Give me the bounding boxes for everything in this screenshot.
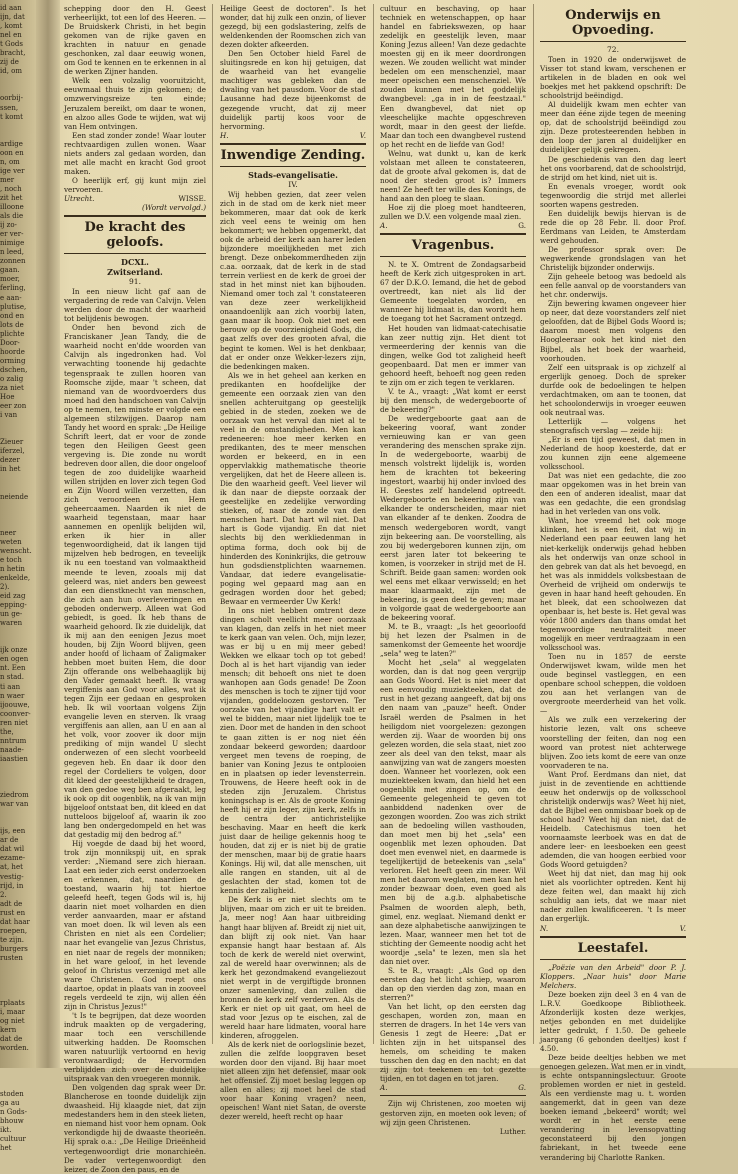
fragment-line: neer [0, 528, 17, 537]
signature-initial: V. [679, 923, 686, 933]
paragraph: Den volgenden dag sprak weer Dr. Blancherose en toonde duidelijk zijn dwaasheid. Hij klaagde niet, dat zijn medestanders hem in den steek lieten, en niemand hist voor hem opnam. Ook verkondigde hij de dwaaste theorieën. Hij sprak o.a.: „De Heilige Drieënheid vertegenwoordigt drie monarchieën. De vader vertegenwoordigt den keizer, de Zoon den paus, en de [64, 1083, 206, 1174]
fragment-line: eer zon [0, 402, 27, 411]
column-prev-page [0, 4, 35, 1153]
column-1 [64, 4, 206, 1174]
section-divider [540, 936, 686, 938]
fragment-line [0, 483, 35, 492]
fragment-line: n stad. [0, 673, 25, 682]
section-title: Vragenbus. [411, 238, 495, 254]
paragraph: S. te R., vraagt: „Als God op den eersten dag het licht schiep, waarom dan op den vierden dag zon, maan en sterren?" [380, 965, 526, 1002]
section-divider [64, 215, 206, 217]
fragment-line: weten [0, 537, 22, 546]
fragment-line [0, 511, 35, 520]
paragraph: Een duidelijk bewijs hiervan is de rede die op 28 Febr. ll. door Prof. Eerdmans van Leiden, te Amsterdam werd gehouden. [540, 208, 686, 245]
fragment-line: eid zag [0, 592, 26, 601]
paragraph: Als we in het geheel aan kerken en predikanten en hoofdelijke der gemeente een oorzaak zien van den snellen achteruitgang op geestelijk gebied in de steden, zoeken we de oorzaak van het verval dan niet al te veel in de omstandigheden. Men kan redeneeren: hoe meer kerken en predikanten, des te meer menschen worden er bekeerd, en in een oppervlakkig mathematische theorie vergelijken, dat het de Heere alleen is. Die den waarheid geeft. Veel liever wil ik dan naar de diepste oorzaak der geestelijke en zedelijke verwording stieken, of, naar de zonde van den menschen hart. Dat hart wil niet. Dat hart is Gode vijandig. En dat niet slechts bij den werkliedenman in optima forma, doch ook bij de hinderden des Koninkrijks, die getrouw hun godsdienstplichten waarnemen. Vandaar, dat iedere evangelisatie-poging wel gepaard mag aan en gedragen worden door het gebed; Bewaar en vermeerder Uw Kerk! [220, 370, 366, 606]
fragment-line: en ogen [0, 655, 29, 664]
fragment-line [0, 131, 35, 140]
fragment-line: id, om [0, 67, 23, 76]
fragment-line: un ge- [0, 610, 23, 619]
fragment-line: ren niet [0, 718, 28, 727]
fragment-line: plutise, [0, 302, 27, 311]
paragraph: Onder hen bevond zich de Franciskaner Jean Tandy, die de waarheid nocht en'dde woorden van Calvijn als ingedronken had. Vol verwachting toonende hij gedachte tegenspraak te zullen hooren van Roomsche zijde, maar 't scheen, dat niemand van de woordvoerders dus moed had den handschoen van Calvijn op te nemen, ten minste er volgde een algemeen stilzwijgen. Daarop nam Tandy het woord en sprak: „De Heilige Schrift leert, dat er voor de zonde tegen den Heiligen Geest geen vergeving is. Die zonde nu wordt bedreven door allen, die door ongeloof tegen de zoo duidelijke waarheid willen strijden en lover zich tegen God en Zijn Woord willen verzetten, dan zich veroordeen en Hem geheercaamen. Naarden ik niet de waarheid tegenstaan, maar haar aannemen en openlijk belijden wil, erken ik hier in aller tegenwoordigheid, dat ik langen tijd mijzelven heb bedrogen, en teveelijk ik nu een toestand van volmaaktheid meende te leven, zooals mij dat geleerd was, niet anders ben geweest dan een dienstknecht van menschen, die zich aan hun overleveringen en geboden onderwerp. Alleen wat God gebiedt, is goed. Ik heb thans de waarheid gehoord. Ik zie duidelijk, dat ik mij aan den eenigen Jezus moet houden, bij Zijn Woord blijven, geen ander hoofd of lichaam of Zaligmaker hebben moet buiten Hem, die door Zijn offerande ons welbehaaglijk bij den Vader gemaakt heeft. Ik vraag vergiffenis aan God voor alles, wat ik tegen Zijn eer gedaan en gesproken heb. Ik wil voortaan volgens Zijn evangelie leven en sterven. Ik vraag vergiffenis aan allen, aan U en aan al het volk, voor zoover ik door mijn prediking of mijn wandel U slecht onderwezen of een slecht voorbeeld gegeven heb. En daar ik door den regel der Cordeliers te volgen, door dit kleed der geestelijkheid te dragen, van den gedoe weg ben afgeraakt, leg ik ook op dit oogenblik, na ik van mijn bijgeloof ontstaat ben, dit kleed en dat nutteloos bijgeloof af, waarin ik zoo lang ben ondergedompeld en het was dat gestadig mij den bedrog af." [64, 323, 206, 839]
fragment-line: ige ver [0, 166, 25, 175]
fragment-line: ezame- [0, 854, 26, 863]
paragraph: Al duidelijk kwam men echter van meer dan ééne zijde tegen de meening op, dat de schoolstrijd beëindigd zou zijn. Deze protesteerenden hebben in den loop der jaren al duidelijker en duidelijker gelijk gekregen. [540, 100, 686, 155]
fragment-line: lots de [0, 320, 24, 329]
paragraph: De geschiedenis van den dag leert het ons voorbarend, dat de schoolstrijd, de strijd om het kind, niet uit is. [540, 154, 686, 182]
fragment-line: nel en [0, 31, 22, 40]
fragment-line: worden. [0, 1044, 29, 1053]
fragment-line: Hoe [0, 393, 15, 402]
fragment-line: t Gods [0, 40, 23, 49]
fragment-line: id aan [0, 4, 22, 12]
fragment-line [0, 502, 35, 511]
fragment-line: 2. [0, 890, 7, 899]
fragment-line [0, 429, 35, 438]
fragment-line: ijk onze [0, 646, 28, 655]
paragraph: Deze boeken zijn deel 3 en 4 van de L.R.V. Goedkoope Bibliotheek. Afzonderlijk kosten deze werkjes, netjes gebonden en met duidelijke letter gedrukt, f 1.50. De geheele jaargang (6 gebonden deeltjes) kost f 4.50. [540, 989, 686, 1053]
fragment-line: i, maar [0, 1008, 26, 1017]
fragment-line: e toch [0, 555, 22, 564]
fragment-line: ssen, [0, 103, 19, 112]
fragment-line: nimige [0, 239, 25, 248]
fragment-line: n Gods- [0, 1107, 27, 1116]
fragment-line: Zieuer [0, 438, 24, 447]
article-number: 72. [607, 45, 619, 54]
fragment-line: ti aan [0, 682, 21, 691]
fragment-line: i van [0, 411, 18, 420]
paragraph: Een stad zonder zonde! Waar louter rechtvaardigen zullen wonen. Waar niets anders zal gedaan worden, dan met alle macht en kracht God groot maken. [64, 130, 206, 176]
fragment-line: oon en [0, 148, 24, 157]
signature-initial: G. [518, 1083, 526, 1093]
paragraph: V. te A., vraagt: „Wat komt er eerst bij den mensch, de wedergeboorte of de bekeering?" [380, 386, 526, 414]
fragment-line [0, 990, 35, 999]
paragraph: Van het licht, op den eersten dag geschapen, worden zon, maan en sterren de dragers. In het 14e vers van Genesis 1 zegt de Heere: „Dat er lichten zijn in het uitspansel des hemels, om scheiding te maken tusschen den dag en den nacht; en dat zij zijn tot teekenen en tot gezette tijden, en tot dagen en tot jaren. [380, 1002, 526, 1084]
fragment-line: ga au [0, 1098, 20, 1107]
fragment-line: rust en [0, 908, 26, 917]
fragment-line: , noch [0, 184, 22, 193]
fragment-line: rijd, in [0, 881, 24, 890]
fragment-line: , komt [0, 22, 23, 31]
signature [64, 194, 206, 203]
fragment-line: plichte [0, 329, 25, 338]
signature [220, 131, 366, 140]
fragment-line: vestig- [0, 872, 24, 881]
fragment-line: dat wil [0, 845, 25, 854]
fragment-line: ij zo- [0, 221, 17, 230]
fragment-line [0, 818, 35, 827]
fragment-line: ziedrom [0, 791, 29, 800]
fragment-line: orming [0, 356, 26, 365]
fragment-line: rplaats [0, 999, 25, 1008]
fragment-line: og niet [0, 1017, 25, 1026]
fragment-line: stoden [0, 1089, 24, 1098]
fragment-line [0, 963, 35, 972]
fragment-line: iaastien [0, 754, 28, 763]
fragment-line: n, om [0, 157, 20, 166]
signature [380, 221, 526, 230]
section-divider [64, 253, 206, 254]
paragraph: Want Prof. Eerdmans dan niet, dat juist in de zeventiende en achttiende eeuw het onderwijs op de volksschool christelijk onderwijs was? Weet hij niet, dat de Bijbel een onmisbaar boek op de school had? Weet hij dan niet, dat de Heidelb. Catechismus toen het voornaamste leerboek was en dat de andere leer- en leesboeken een geest ademden, die van hoogen eerbied voor Gods Woord getuigden? [540, 769, 686, 870]
fragment-line: t komt [0, 112, 23, 121]
paragraph: cultuur en beschaving, op haar techniek en wetenschappen, op haar handel en fabriekswezen, op haar zedelijk en geestelijk leven, maar Koning Jezus alleen! Van deze gedachte moesten gij en ik meer doordrongen wezen. We zouden wellicht wat minder bedelen om een menschenziel, maar meer opeischen een menschenziel. We zouden kunnen met het goddelijk dwangbevel: „ga in in de feestzaal." Een dwangbevel, dat niet op vleeschelijke machte opgeschreven wordt, maar in den geest der liefde. Maar dan toch een dwangbevel rustend op het recht en de liefde van God! [380, 4, 526, 149]
fragment-line: rusten [0, 953, 23, 962]
subheading: Stads-evangelisatie. [248, 169, 338, 180]
paragraph: Weet hij dat niet, dan mag hij ook niet als voorlichter optreden. Kent hij deze feiten wel, dan maakt hij zich schuldig aan iets, dat we maar niet nader zullen kwalificeeren. 't Is meer dan ergerlijk. [540, 869, 686, 924]
paragraph: Als we zulk een verzekering der historie lezen, valt ons scheeve voorstelling der feiten, dan nog een woord van protest niet achterwege blijven. Zoo iets komt de eere van onze voorvaderen te na. [540, 715, 686, 770]
paragraph: M. te B., vraagt: „Is het geoorloofd bij het lezen der Psalmen in de samenkomst der Gemeente het woordje „sela" weg te laten?" [380, 622, 526, 659]
paragraph: N. te X. Omtrent de Zondagsarbeid heeft de Kerk zich uitgesproken in art. 67 der D.K.O. Iemand, die het de gebod overtreedt, kan niet als lid der Gemeente toegelaten worden, en wanneer hij lidmaat is, dan wordt hem de toegang tot het Sacrament ontzegd. [380, 260, 526, 324]
fragment-line: er ver- [0, 230, 24, 239]
signature-initial: V. [359, 130, 366, 140]
fragment-line: hoorde [0, 347, 25, 356]
fragment-line: bhouw [0, 1116, 24, 1125]
paragraph: Als de kerk niet de oorlogslinie bezet, zullen die zelfde loopgraven beset worden door den vijand. Bij haar moet niet alleen zijn het defensief, maar ook het offensief. Zij moet beslag leggen op allen en alles; zij moet heel de stad voor haar Koning vragen? neen, opeischen! Want niet Satan, de overste dezer wereld, heeft recht op haar [220, 1040, 366, 1122]
fragment-line: coonver- [0, 709, 31, 718]
fragment-line: at, het [0, 863, 23, 872]
fragment-line [0, 981, 35, 990]
quote: Zijn wij Christenen, zoo moeten wij gestorven zijn, en moeten ook leven; of wij zijn geen Christenen. [380, 1099, 526, 1127]
fragment-line [0, 474, 35, 483]
signature-initial: A. [380, 1083, 388, 1093]
fragment-line: ferling, [0, 284, 26, 293]
fragment-line: war van [0, 800, 29, 809]
paragraph: „Er is een tijd geweest, dat men in Nederland de hoop koesterde, dat er zou kunnen zijn eene algemeene volksschool. [540, 434, 686, 472]
column-rule [212, 4, 213, 1044]
paragraph: Want, hoe vreemd het ook moge klinken, het is een feit, dat wij in Nederland een paar eeuwen lang het niet-kerkelijk onderwijs gehad hebben als het onderwijs van onze school in den gebrek van dat als het bevoegd, en het was als inmiddels volksbestaan de Overheid de vrijheid om onderwijs te geven in haar hand heeft gehouden. En het bleek, dat een schoolwezen dat openbaar is, het beste is. Het geval was vóór 1800 anders dan thans omdat het tegenwoordige neutraliteit meer mogelijk en meer verdraagzaam in een volksschool was. [540, 516, 686, 653]
paragraph: In een nieuw licht gaf aan de vergadering de rede van Calvijn. Velen werden door de macht der waarheid tot belijdenis bewogen. [64, 287, 206, 324]
fragment-line: dat de [0, 1035, 23, 1044]
fragment-line: adt de [0, 899, 23, 908]
section-title: Leestafel. [577, 940, 649, 956]
fragment-line: in het [0, 465, 21, 474]
fragment-line: burgers [0, 944, 28, 953]
fragment-line: the, [0, 727, 14, 736]
fragment-line: za niet [0, 383, 24, 392]
section-divider [540, 959, 686, 960]
signature [540, 924, 686, 933]
fragment-line: wenscht. [0, 546, 32, 555]
fragment-line: zonnen [0, 257, 26, 266]
section-divider [380, 1095, 526, 1096]
fragment-line: als die [0, 212, 24, 221]
fragment-line: te zijn. [0, 935, 25, 944]
signature-author: G. [518, 221, 526, 231]
fragment-line: roepen, [0, 926, 28, 935]
paragraph: Toen in 1920 de onderwijswet de Visser tot stand kwam, verschenen er artikelen in de bladen en ook wel boekjes met het pakkend opschrift: De schoolstrijd beëindigd. [540, 55, 686, 101]
fragment-line: dat haar [0, 917, 30, 926]
fragment-line: ijn, dat [0, 13, 25, 22]
section-title: Onderwijs en Opvoeding. [565, 8, 661, 38]
paragraph: Welnu, wat dunkt u, kan de kerk volstaan met alleen te constateeren, dat de groote afval gekomen is, dat de nood der steden groot is? Immers neen! Ze heeft ter wille des Konings, de hand aan den ploeg te slaan. [380, 148, 526, 203]
fragment-line [0, 420, 35, 429]
fragment-line [0, 85, 35, 94]
fragment-line [0, 637, 35, 646]
paragraph: schepping door den H. Geest verheerlijkt, tot een lof des Heeren. — De Bruidskerk Christi, in het begin gekomen van de rijke gaven en krachten in natuur en genade geschonken, zal daar eeuwig wonen, om God te kennen en te erkennen in al de werken Zijner handen. [64, 4, 206, 77]
paragraph: Het houden van lidmaat-catechisatie kan zeer nuttig zijn. Het dient tot vermeerdering der kennis van die dingen, welke God tot zaligheid heeft geopenbaard. Dat men er immer van gehoord heeft, behoeft nog geen reden te zijn om er zich tegen te verklaren. [380, 323, 526, 387]
fragment-line: dezer [0, 456, 20, 465]
fragment-line: iferzel, [0, 447, 25, 456]
paragraph: Deze beide deeltjes hebben we met genoegen gelezen. Wat men er in vindt, is echte ontspanningslectuur. Groote problemen worden er niet in gesteld. Als een verdienste mag u. t. worden aangemerkt, dat in geen van deze boeken iemand „bekeerd" wordt; wel wordt er in het eerste eene verandering in levensopvatting geconstateerd bij den jongen fabriekant, in het tweede eene verandering bij Charlotte Ranken. [540, 1053, 686, 1162]
section-divider [380, 233, 526, 235]
fragment-line: oorbij- [0, 94, 24, 103]
fragment-line: ond en [0, 311, 25, 320]
fragment-line [0, 782, 35, 791]
column-rule [533, 4, 534, 1044]
section-divider [220, 166, 366, 167]
fragment-line: n waer [0, 691, 25, 700]
fragment-line [0, 1062, 35, 1071]
page-gutter [36, 0, 60, 1068]
paragraph: Hij voegde de daad bij het woord, trok zijn monnikspij uit, en sprak verder: „Niemand sere zich hieraan. Laat een ieder zich eerst onderzoeken en erkennen, dat, naardien de toestand, waarin hij tot hiertoe geleefd heeft, tegen Gods wil is, hij daarin niet moet volharden en dien verder aanvaarden, maar er afstand van moet doen. Ik wil leven als een Christen en niet als een Cordelier; naar het evangelie van Jezus Christus, en niet naar de regels der monniken; in het ware geloof, in het levende geloof in Christus verzenigd met alle ware Christenen. God roept ons daartoe, opdat in plaats van in zooveel regels verdeeld te zijn, wij allen één zijn in Christus Jezus!" [64, 838, 206, 1011]
fragment-line [0, 972, 35, 981]
column-4 [540, 4, 686, 1162]
fragment-line: het [0, 1143, 12, 1152]
paragraph: Wij hebben gezien, dat zeer velen zich in de stad om de kerk niet meer bekommeren, maar dat ook de kerk zich veel eens te weinig om hen bekommert; we hebben opgemerkt, dat ook de arbeid der kerk aan harer leden bijzondere moeilijkheden met zich brengt. Deze onbekommerdheden zijn c.aa. oorzaak, dat de kerk in de stad terrein verliest en de kerk de groei der stad in het minst niet kan bijhouden. Niemand omer toch zal 't constateeren van deze zeer werkelijkheid onaandoenlijk aan zich voorbij laten, gaan maar ik hoop. Ook niet met een berouw op de voorzienigheid Gods, die gaat zelfs over des grooten afval, die begint te komen. Wel is het denkbaar, dat er onder onze Wekker-lezers zijn, die bedenkingen maken. [220, 189, 366, 371]
fragment-line [0, 628, 35, 637]
subheading: Zwitserland. [107, 267, 163, 278]
section-divider [540, 41, 686, 42]
paragraph: 't Is te begrijpen, dat deze woorden indruk maakten op de vergadering, maar toch een verschillende uitwerking hadden. De Roomschen waren natuurlijk vertoornd en hevig verontwaardigd; de Hervormden verblijdden zich over de duidelijke uitspraak van den vroegeren monnik. [64, 1010, 206, 1084]
fragment-line [0, 76, 35, 85]
fragment-line [0, 1081, 35, 1090]
fragment-line: ijoouwe, [0, 700, 30, 709]
fragment-line: ar de [0, 836, 19, 845]
signature-initial: H. [220, 130, 229, 140]
fragment-line: dschen, [0, 365, 28, 374]
fragment-line: waren [0, 619, 23, 628]
fragment-line: n hetin [0, 564, 25, 573]
fragment-line: illoone [0, 203, 24, 212]
fragment-line [0, 764, 35, 773]
fragment-line: neiende [0, 492, 29, 501]
section-divider [220, 143, 366, 145]
fragment-line [0, 773, 35, 782]
fragment-line: ijs, een [0, 827, 26, 836]
fragment-line: zij de [0, 58, 19, 67]
fragment-line: mer [0, 175, 15, 184]
signature-place: A. [380, 221, 388, 231]
article-number: IV. [288, 179, 298, 189]
fragment-line: ikt. [0, 1125, 12, 1134]
continued-note: (Wordt vervolgd.) [142, 203, 206, 213]
signature-initial: N. [540, 923, 549, 933]
fragment-line: enkelde, [0, 573, 31, 582]
paragraph: De Kerk is er niet slechts om te blijven, maar om zich er uit te breiden. Ja, meer nog! Aan haar uitbreiding hangt haar blijven af. Breidt zij niet uit, dan blijft zij ook niet. Van haar expansie hangt haar bestaan af. Als toch de kerk de wereld niet overwint, zal de wereld haar overwinnen; als de kerk het gezondmakend evangeliezout niet werpt in de vergiftigde bronnen onzer samenleving, dan zullen die bronnen de kerk zelf verderven. Als de Kerk er niet op uit gaat, om heel de stad voor Jezus op te eischen, zal de wereld haar hare lidmaten, vooral hare kinderen, afroggelen. [220, 895, 366, 1041]
column-rule [373, 4, 374, 1044]
fragment-line: moer, [0, 275, 20, 284]
section-divider [380, 256, 526, 257]
fragment-line: Door- [0, 338, 20, 347]
column-2 [220, 4, 366, 1122]
signature-author: WISSE. [178, 193, 206, 203]
fragment-line [0, 1072, 35, 1081]
fragment-line: zit het [0, 193, 23, 202]
fragment-line [0, 122, 35, 131]
paragraph: Zijn bewering kwamen ongeveer hier op neer, dat deze voorstanders zelf niet geloofden, dat de Bijbel Gods Woord is; daarom moest men volgens den Hoogleeraar ook het kind niet den Bijbel, als het boek der waarheid, voorhouden. [540, 299, 686, 363]
section-title: De kracht des geloofs. [84, 220, 186, 251]
fragment-line [0, 809, 35, 818]
fragment-line: o zalig [0, 374, 24, 383]
paragraph: „Poëzie van den Arbeid" door P. J. Kloppers. „Naar huis" door Marie Melchers. [540, 962, 686, 990]
fragment-line: epping- [0, 601, 27, 610]
paragraph: Zelf een uitspraak is op zichzelf al ergerlijk genoeg. Doch de spreker durfde ook de bedoelingen te helpen verdachtmaken, om aan te toonen, dat het schoolonderwijs in vroeger eeuwen ook neutraal was. [540, 362, 686, 417]
paragraph: Toen nu in 1857 de eerste Onderwijswet kwam, wilde men het oude beginsel vastleggen, en een openbare school scheppen, die voldoen zou aan het verlangen van de overgroote meerderheid van het volk. — [540, 652, 686, 716]
fragment-line: kern [0, 1026, 17, 1035]
signature [380, 1083, 526, 1092]
fragment-line: nntrum [0, 736, 27, 745]
fragment-line [0, 520, 35, 529]
paragraph: Zijn geheele betoog was bedoeld als een felle aanval op de voorstanders van het chr. onderwijs. [540, 272, 686, 300]
paragraph: Heilige Geest de doctoren". Is het wonder, dat hij zulk een onzin, of liever gezegd, bij een godslastering, zelfs de weldenkenden der Roomschen zich van dezen dokter afkeerden. [220, 4, 366, 50]
fragment-line: gaan. [0, 266, 20, 275]
paragraph: Letterlijk — volgens het stenografisch verslag — zeide hij: [540, 416, 686, 435]
fragment-line: ardige [0, 139, 23, 148]
fragment-line: 2). [0, 583, 10, 591]
paragraph: Mocht het „sela" al weggelaten worden, dan is dat nog geen vergrijp aan Gods Woord. Het is niet meer dat een eenvoudig muziekteeken, dat de rust in het gezang aangeeft, dat bij ons den naam van „pauze" heeft. Onder Israël werden de Psalmen in het heiligdom niet voorgelezen: gezongen werden zij. Waar de woorden bij ons gelezen worden, die sela staat, niet zoo zeer als deel van den tekst, maar als aanwijzing van wat de zangers moesten doen. Wanneer het voorlezen, ook een muziekteeken kwam, dan hield het een oogenblik met zingen op, om de Gemeente gelegenheid te geven tot aanbiddend nadenken over de gezongen woorden. Zoo was zich strikt aan de bedoeling willen vasthouden, dan moet men bij het „sela" een oogenblik met lezen ophouden. Dat doet men evenwel niet, en daarmede is tegelijkertijd de beteekenis van „sela" verloren. Het heeft geen zin meer. Wil men het daarom weglaten, men kan het zonder bezwaar doen, even goed als men bij de a.g.b. alphabetische Psalmen de woorden aleph, beth, gimel, enz. weglaat. Niemand denkt er aan deze alphabetische aanwijzingen te lezen. Maar, wanneer men het tot de stichting der Gemeente noodig acht het woordje „sela" te lezen, men sla het dan niet over. [380, 658, 526, 966]
fragment-line: nt. Een [0, 664, 26, 673]
fragment-line: cultuur [0, 1134, 26, 1143]
paragraph: O heerlijk erf, gij kunt mijn ziel vervoeren. [64, 175, 206, 194]
paragraph: De professor sprak over: De wegwerkende grondslagen van het Christelijk bijzonder onderwijs. [540, 244, 686, 273]
subheading: DCXL. [121, 257, 149, 268]
fragment-line [0, 1053, 35, 1062]
paragraph: Dat was niet een gedachte, die zoo maar opgekomen was in het brein van den een of anderen idealist, maar dat was een gedachte, die een grondslag had in het verleden van ons volk. [540, 471, 686, 517]
fragment-line: n leed, [0, 248, 24, 257]
paragraph: De wedergeboorte gaat aan de bekeering vooraf, want zonder vernieuwing kan er van geen verandering des menschen sprake zijn. In de wedergeboorte, waarbij de mensch volstrekt lijdelijk is, worden hem de krachten tot bekeering ingestort, waarbij hij onder invloed des H. Geestes zelf handelend optreedt. Wedergeboorte en bekeering zijn van elkander te onderscheiden, maar niet van elkander af te denken. Zoodra de mensch wedergeboren wordt, vangt zijn bekeering aan. De voorstelling, als zou bij wedergeboren kunnen zijn, om eerst jaren later tot bekeering te komen, is voorzeker in strijd met de H. Schrift. Beide gaan samen: worden ook wel eens met elkaar verwisseld; en het maar klaarmaakt, zijn met de bekeering, is geen deel te geven; maar in volgorde gaat de wedergeboorte aan de bekeering vooraf. [380, 413, 526, 622]
fragment-line: naade- [0, 745, 24, 754]
paragraph: Den 5en October hield Farel de sluitingsrede en kon hij getuigen, dat de waarheid van het evangelie machtiger was gebleken dan de dwaling van het pausdom. Voor de stad Lausanne had deze bijeenkomst de gezegende vrucht, dat zij meer duidelijk partij koos voor de hervorming. [220, 49, 366, 131]
article-number: 91. [129, 277, 141, 287]
paragraph: In ons niet hebben omtrent deze dingen scholt veellicht meer oorzaak van klagen, dan zelfs in het niet meer te kerk gaan van velen. Och, mijn lezer, was er bij u en mij meer gebed! Wekken we elkaar toch op tot gebed! Doch al is het hart vijandig van ieder mensch; dit behoeft ons niet te doen wanhopen aan Gods genade! De Zoon des menschen is toch te zijner tijd voor vijanden, goddeloozen gestorven. Ter oorzake van het vijandige hart valt er wel te bidden, maar niet lijdelijk toe te zien. Door met de handen in den schoot te gaan zitten is er nog niet één zondaar bekeerd geworden; daardoor vergeet men tevens de roeping, de banier van Koning Jezus te ontplooien en in plaatsen op ieder levensterrein. Trouwens, de Heere heeft ook in de steden zijn Jeruzalem. Christus koningschap is er. Als de groote Koning heeft hij er zijn leger, zijn kerk, zelfs in de centra der antichristelijke beschaving. Maar en heeft die kerk juist daar de heilige gekennis hoog te houden, dat zij er is niet bij de gratie der menschen, maar bij de gratie haars Konings. Hij wil, dat alle menschen, uit alle rangen en standen, uit al de geslachten der stad, komen tot de kennis der zaligheid. [220, 605, 366, 896]
column-3 [380, 4, 526, 1136]
fragment-line: e aan- [0, 293, 22, 302]
signature-place: Utrecht. [64, 193, 95, 203]
paragraph: Welk een volzalig vooruitzicht, eeuwmaal thuis te zijn gekomen; de omzwervingsreize ten einde; Jeruzalem bereikt, om daar te wonen, en alzoo alles Gode te wijden, wat wij van Hem ontvingen. [64, 76, 206, 131]
section-title: Inwendige Zending. [220, 147, 366, 163]
paragraph: En evenals vroeger, wordt ook tegenwoordig die strijd met allerlei soorten wapens gestreden. [540, 181, 686, 209]
quote-author: Luther. [499, 1126, 526, 1136]
paragraph: Hoe zij die ploeg moet handteeren, zullen we D.V. een volgende maal zien. [380, 203, 526, 222]
fragment-line: bracht, [0, 49, 26, 58]
